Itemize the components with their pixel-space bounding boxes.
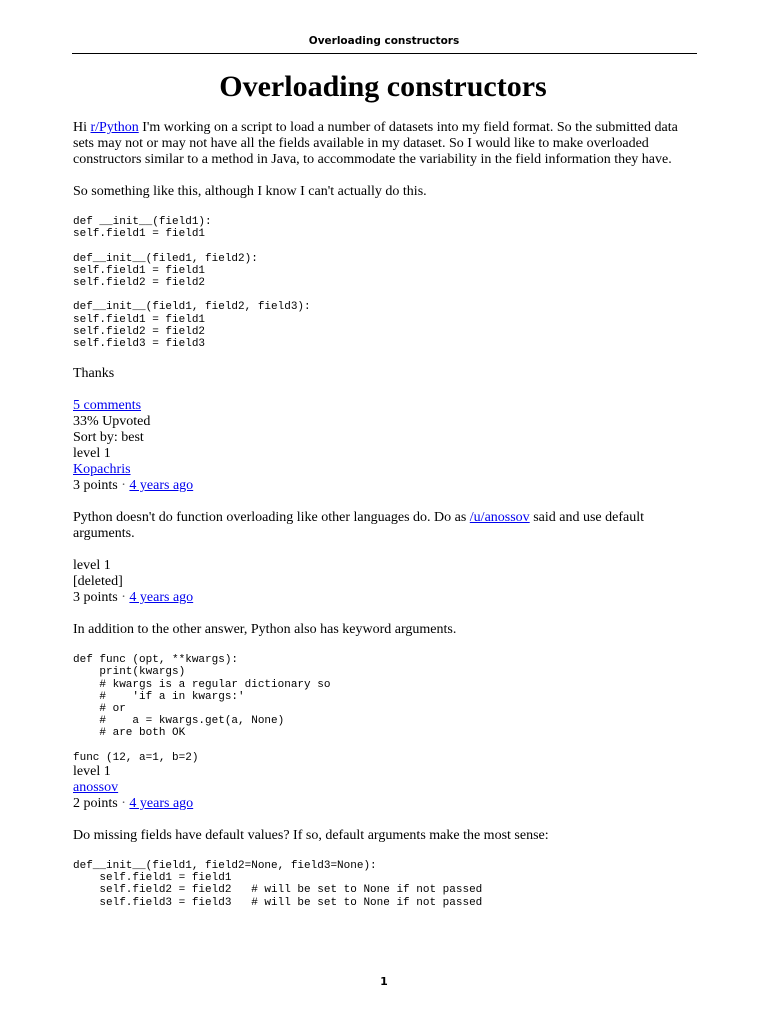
comment-code-block: def func (opt, **kwargs): print(kwargs) # kwargs is a regular dictionary so # 'if a in kwargs:' # or # a = kwargs.get(a, None) # are both OK func (12, a=1, b=2) (73, 654, 331, 764)
comment (73, 446, 693, 542)
page-title: Overloading constructors (219, 70, 547, 103)
post-code-block: def __init__(field1): self.field1 = field1 def__init__(filed1, field2): self.field1 = field1 self.field2 = field2 def__init__(field1, field2, field3): self.field1 = field1 self.field2 = field2 self.field3 = field3 (73, 216, 311, 351)
comment-meta (73, 478, 693, 494)
comment-code-block: def__init__(field1, field2=None, field3=None): self.field1 = field1 self.field2 = field2 # will be set to None if not passed self.field3 = field3 # will be set to None if not passed (73, 860, 483, 909)
post-lead: So something like this, although I know I can't actually do this. (73, 184, 427, 199)
header-rule (72, 53, 697, 54)
meta-separator: · (117, 796, 130, 812)
comment-level: level 1 (73, 558, 111, 574)
comment-points: 3 points (73, 478, 118, 494)
comment-age-link[interactable]: 4 years ago (129, 478, 194, 494)
comment-age-link[interactable]: 4 years ago (129, 796, 194, 812)
comments-link[interactable]: 5 comments (73, 398, 142, 414)
sort-by: Sort by: best (73, 430, 144, 446)
page-number: 1 (380, 975, 388, 988)
document-body (73, 62, 693, 909)
comment-text: In addition to the other answer, Python also has keyword arguments. (73, 622, 457, 638)
comment-points: 3 points (73, 590, 118, 606)
comment-text (73, 510, 693, 542)
comment (73, 764, 693, 909)
comment-meta (73, 796, 693, 812)
running-header: Overloading constructors (308, 35, 460, 47)
post-intro (73, 120, 693, 168)
comment-points: 2 points (73, 796, 118, 812)
comment-age-link[interactable]: 4 years ago (129, 590, 194, 606)
intro-text-rest: I'm working on a script to load a number of datasets into my field format. So the submitted data sets may not or may not have all the fields available in my dataset. So I would like to make overloaded constructors similar to a method in Java, to accommodate the variability in the field information they have. (73, 120, 678, 167)
comment-text-start: Python doesn't do function overloading like other languages do. Do as (73, 510, 470, 526)
user-link[interactable]: /u/anossov (469, 510, 530, 526)
comment-meta (73, 590, 693, 606)
post-meta (73, 398, 693, 446)
comment-text-rest: said and use default arguments. (73, 510, 644, 542)
meta-separator: · (117, 478, 130, 494)
upvote-ratio: 33% Upvoted (73, 414, 151, 430)
comment-text: Do missing fields have default values? If so, default arguments make the most sense: (73, 828, 549, 844)
intro-text-start: Hi (73, 120, 91, 135)
comment-author-link[interactable]: Kopachris (73, 462, 131, 478)
post-thanks: Thanks (73, 366, 115, 382)
comment-author-link[interactable]: anossov (73, 780, 119, 796)
comment-level: level 1 (73, 764, 111, 780)
subreddit-link[interactable]: r/Python (90, 120, 139, 135)
comment-author: [deleted] (73, 574, 123, 590)
comment-level: level 1 (73, 446, 111, 462)
comment (73, 558, 693, 764)
meta-separator: · (117, 590, 130, 606)
